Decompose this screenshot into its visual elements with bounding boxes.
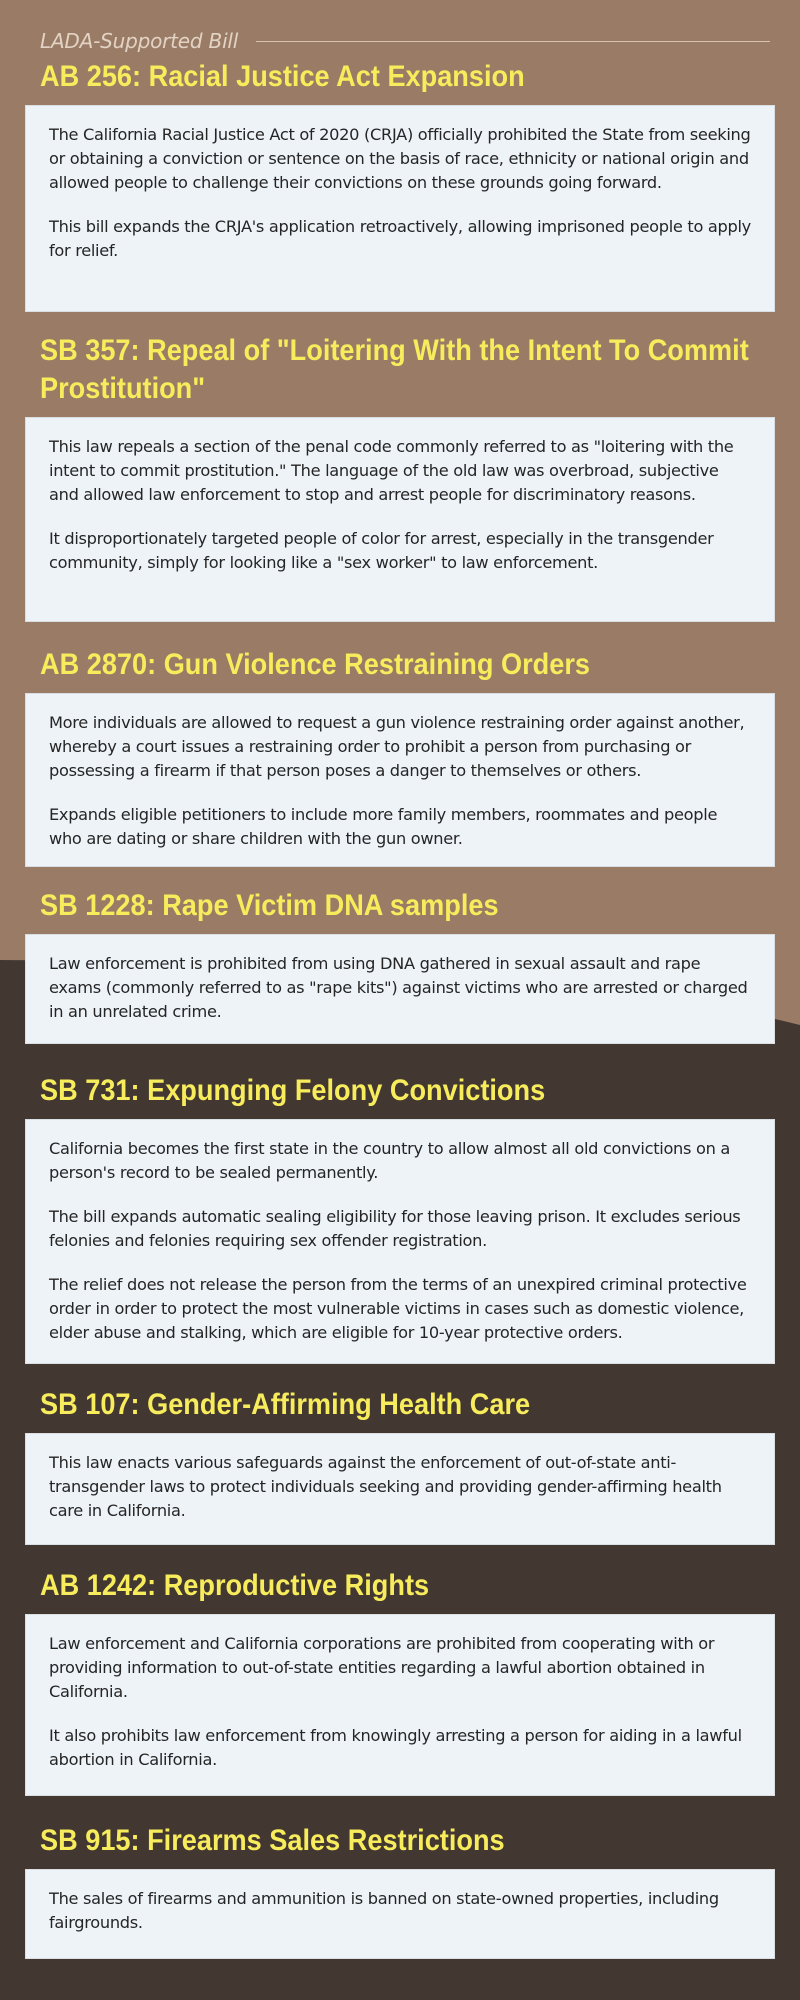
bill-paragraph: The relief does not release the person from the terms of an unexpired criminal protective order in order to protect the most vulnerable victims in cases such as domestic violence, elder abuse and stalking, which are eligible for 10-year protective orders. <box>49 1275 747 1342</box>
bill-section-ab1242 <box>25 1567 775 1796</box>
bill-paragraph: More individuals are allowed to request a gun violence restraining order against another, whereby a court issues a restraining order to prohibit a person from purchasing or possessing a firearm if that person poses a danger to themselves or others. <box>49 713 745 780</box>
bill-paragraph: Law enforcement and California corporations are prohibited from cooperating with or providing information to out-of-state entities regarding a lawful abortion obtained in California. <box>49 1634 715 1701</box>
bill-paragraph: It disproportionately targeted people of color for arrest, especially in the transgender community, simply for looking like a "sex worker" to law enforcement. <box>49 529 714 572</box>
bill-paragraph: The sales of firearms and ammunition is banned on state-owned properties, including fairgrounds. <box>49 1889 719 1932</box>
bill-title: SB 107: Gender-Affirming Health Care <box>40 1388 531 1421</box>
bill-paragraph: Law enforcement is prohibited from using DNA gathered in sexual assault and rape exams (commonly referred to as "rape kits") against victims who are arrested or charged in an unrelated crime. <box>49 954 748 1021</box>
bill-paragraph: The California Racial Justice Act of 2020 (CRJA) officially prohibited the State from seeking or obtaining a conviction or sentence on the basis of race, ethnicity or national origin and allowed people to challenge their convictions on these grounds going forward. <box>49 125 751 192</box>
bill-title: AB 256: Racial Justice Act Expansion <box>40 60 525 93</box>
bill-card <box>25 417 775 622</box>
bill-title: SB 357: Repeal of "Loitering With the Intent To Commit Prostitution" <box>40 334 749 405</box>
bill-section-sb915 <box>25 1822 775 1959</box>
bill-section-sb357 <box>25 332 775 622</box>
bill-section-ab2870 <box>25 646 775 867</box>
bill-paragraph: This law enacts various safeguards against the enforcement of out-of-state anti-transgender laws to protect individuals seeking and providing gender-affirming health care in California. <box>49 1453 722 1520</box>
bill-title: SB 915: Firearms Sales Restrictions <box>40 1824 505 1857</box>
bill-card <box>25 1869 775 1959</box>
bill-section-sb1228 <box>25 887 775 1044</box>
eyebrow-label: LADA-Supported Bill <box>40 29 239 53</box>
bill-paragraph: Expands eligible petitioners to include more family members, roommates and people who are dating or share children with the gun owner. <box>49 805 718 848</box>
bill-section-sb107 <box>25 1386 775 1545</box>
bill-paragraph: The bill expands automatic sealing eligibility for those leaving prison. It excludes serious felonies and felonies requiring sex offender registration. <box>49 1207 741 1250</box>
bill-card <box>25 693 775 867</box>
bill-title: SB 1228: Rape Victim DNA samples <box>40 889 499 922</box>
bill-paragraph: This bill expands the CRJA's application retroactively, allowing imprisoned people to apply for relief. <box>49 217 751 260</box>
header-divider <box>256 41 770 42</box>
bill-title: AB 1242: Reproductive Rights <box>40 1569 430 1602</box>
bill-card <box>25 105 775 312</box>
bill-card <box>25 1433 775 1545</box>
page-header <box>25 0 775 56</box>
bill-card <box>25 934 775 1044</box>
bill-paragraph: It also prohibits law enforcement from knowingly arresting a person for aiding in a lawful abortion in California. <box>49 1726 742 1769</box>
bill-section-ab256 <box>25 58 775 312</box>
bill-paragraph: This law repeals a section of the penal code commonly referred to as "loitering with the intent to commit prostitution." The language of the old law was overbroad, subjective and allowed law enforcement to stop and arrest people for discriminatory reasons. <box>49 437 734 504</box>
bill-card <box>25 1119 775 1364</box>
bill-title: SB 731: Expunging Felony Convictions <box>40 1074 546 1107</box>
bill-card <box>25 1614 775 1796</box>
bill-paragraph: California becomes the first state in the country to allow almost all old convictions on a person's record to be sealed permanently. <box>49 1139 731 1182</box>
bill-section-sb731 <box>25 1072 775 1364</box>
bill-title: AB 2870: Gun Violence Restraining Orders <box>40 648 591 681</box>
